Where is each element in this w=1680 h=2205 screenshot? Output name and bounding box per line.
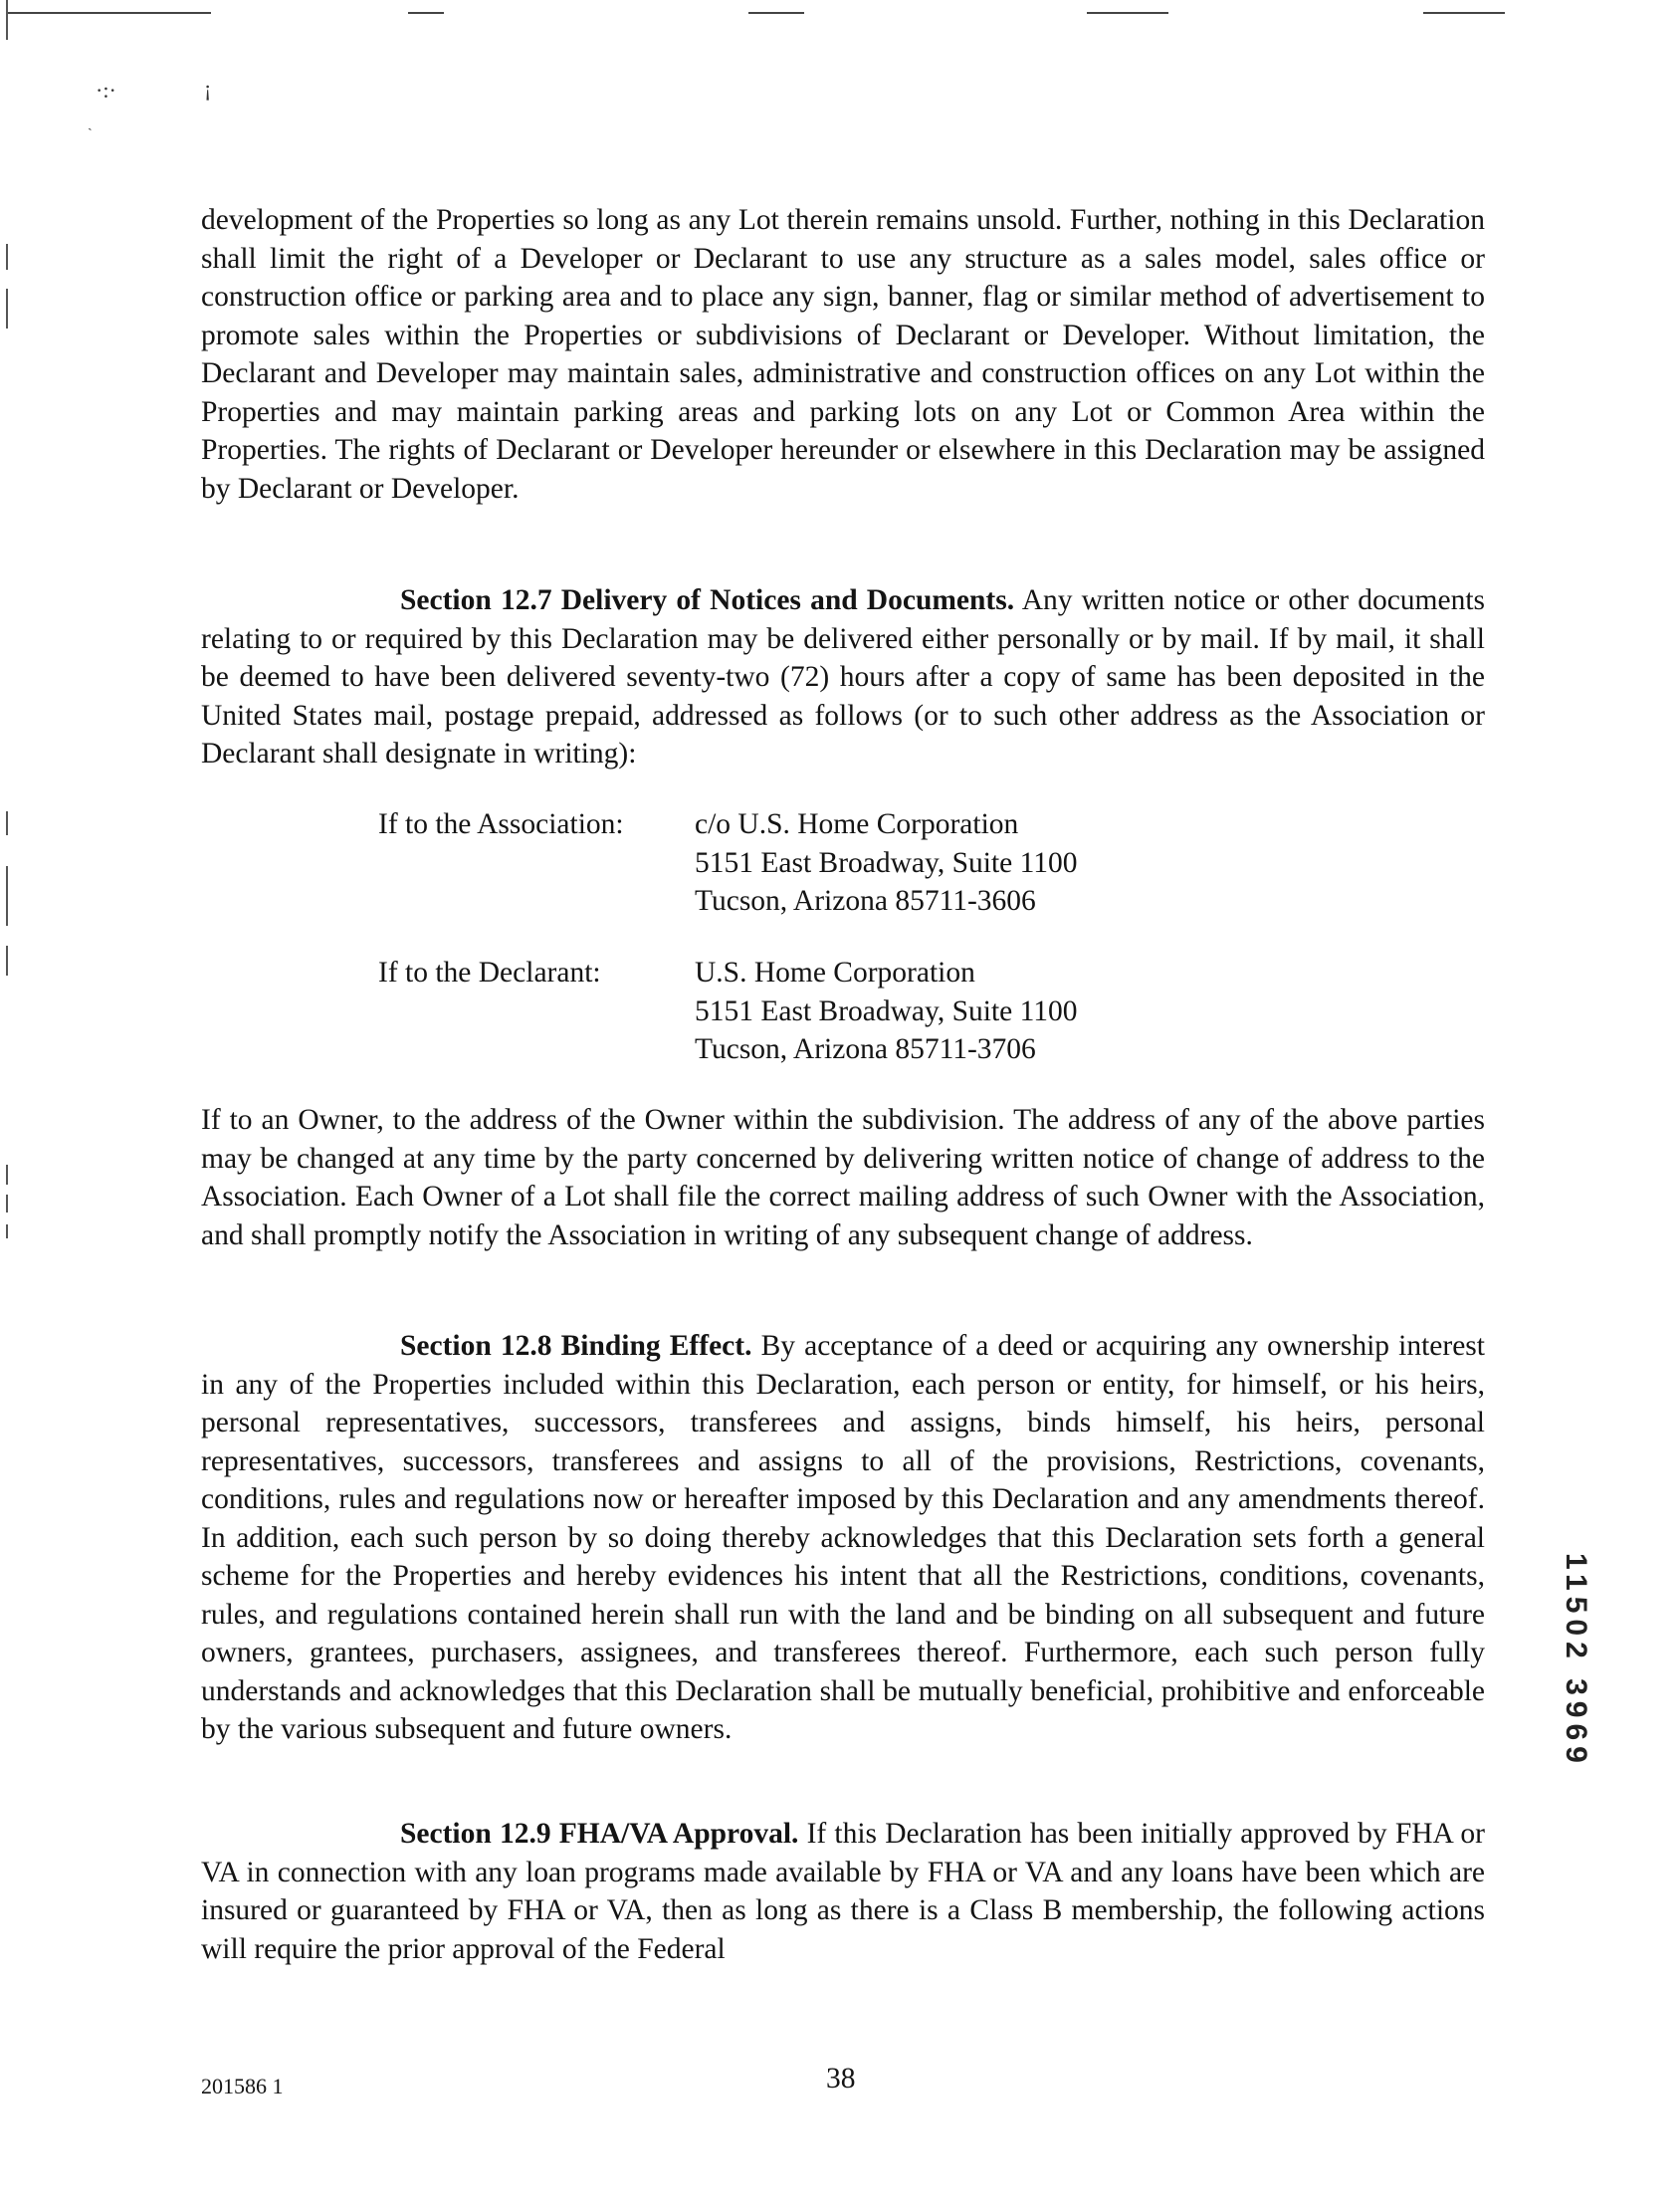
address-lines	[695, 954, 1078, 1069]
address-label: If to the Association:	[378, 808, 624, 840]
address-line: U.S. Home Corporation	[695, 957, 975, 989]
section-paragraph	[201, 1815, 1485, 1968]
owner-address-paragraph	[201, 1101, 1485, 1254]
scan-speck: ˎ	[88, 116, 93, 131]
paragraph-text: If to an Owner, to the address of the Owner within the subdivision. The address of any of the above parties may be changed at any time by the party concerned by delivering written notice of change of address to the Association. Each Owner of a Lot shall file the correct mailing address of such Owner with the Association, and shall promptly notify the Association in writing of any subsequent change of address.	[201, 1104, 1485, 1251]
paragraph-text: development of the Properties so long as any Lot therein remains unsold. Further, nothing in this Declaration shall limit the right of a Developer or Declarant to use any structure as a sales model, sales office or construction office or parking area and to place any sign, banner, flag or similar method of advertisement to promote sales within the Properties or subdivisions of Declarant or Developer. Without limitation, the Declarant and Developer may maintain sales, administrative and construction offices on any Lot within the Properties and may maintain parking areas and parking lots on any Lot or Common Area within the Properties. The rights of Declarant or Developer hereunder or elsewhere in this Declaration may be assigned by Declarant or Developer.	[201, 204, 1485, 505]
document-id: 201586 1	[201, 2074, 284, 2098]
scan-mark	[6, 289, 8, 329]
continuation-paragraph	[201, 201, 1485, 508]
scan-speck: ·:·	[96, 78, 116, 103]
section-12-9	[201, 1815, 1485, 1968]
section-heading: Section 12.7 Delivery of Notices and Documents.	[400, 584, 1015, 616]
scan-mark	[6, 244, 8, 270]
scan-mark	[6, 946, 8, 976]
section-heading: Section 12.9 FHA/VA Approval.	[400, 1818, 799, 1850]
address-line: c/o U.S. Home Corporation	[695, 808, 1019, 840]
section-12-7	[201, 581, 1485, 773]
recording-stamp: 11502 3969	[1560, 1553, 1592, 1769]
section-paragraph	[201, 1327, 1485, 1749]
address-line: 5151 East Broadway, Suite 1100	[695, 994, 1078, 1027]
section-body: If this Declaration has been initially approved by FHA or VA in connection with any loan programs made available by FHA or VA and any loans have been which are insured or guaranteed by FHA or VA, then as long as there is a Class B membership, the following actions will require the prior approval of the Federal	[201, 1818, 1485, 1965]
scan-rule	[408, 12, 444, 14]
address-row	[378, 805, 1078, 921]
address-row	[378, 954, 1078, 1069]
scan-mark	[6, 1165, 8, 1185]
scan-rule	[1087, 12, 1168, 14]
scan-mark	[6, 866, 8, 926]
scan-rule	[6, 12, 211, 14]
scan-mark	[6, 811, 8, 835]
address-label: If to the Declarant:	[378, 957, 601, 989]
page-number: 38	[826, 2063, 856, 2095]
section-body: Any written notice or other documents relating to or required by this Declaration may be delivered either personally or by mail. If by mail, it shall be deemed to have been delivered seventy-two (72) hours after a copy of same has been deposited in the United States mail, postage prepaid, addressed as follows (or to such other address as the Association or Declarant shall designate in writing):	[201, 584, 1486, 770]
scan-rule	[1423, 12, 1505, 14]
scan-mark	[6, 1195, 8, 1213]
scan-mark	[6, 0, 8, 40]
scan-speck: ¡	[204, 76, 212, 101]
address-block-association	[378, 805, 1078, 921]
address-line: 5151 East Broadway, Suite 1100	[695, 846, 1078, 879]
address-line: Tucson, Arizona 85711-3606	[695, 885, 1036, 917]
scan-mark	[6, 1224, 8, 1238]
address-block-declarant	[378, 954, 1078, 1069]
section-body: By acceptance of a deed or acquiring any ownership interest in any of the Properties included within this Declaration, each person or entity, for himself, or his heirs, personal representatives, successors, transferees and assigns, binds himself, his heirs, personal representatives, successors, transferees and assigns to all of the provisions, Restrictions, covenants, conditions, rules and regulations now or hereafter imposed by this Declaration and any amendments thereof. In addition, each such person by so doing thereby acknowledges that this Declaration sets forth a general scheme for the Properties and hereby evidences his intent that all the Restrictions, conditions, covenants, rules, and regulations contained herein shall run with the land and be binding on all subsequent and future owners, grantees, purchasers, assignees, and transferees thereof. Furthermore, each such person fully understands and acknowledges that this Declaration shall be mutually beneficial, prohibitive and enforceable by the various subsequent and future owners.	[201, 1330, 1485, 1745]
section-12-8	[201, 1327, 1485, 1749]
section-paragraph	[201, 581, 1485, 773]
section-heading: Section 12.8 Binding Effect.	[400, 1330, 752, 1362]
address-line: Tucson, Arizona 85711-3706	[695, 1033, 1036, 1065]
address-lines	[695, 805, 1078, 921]
scan-rule	[748, 12, 804, 14]
